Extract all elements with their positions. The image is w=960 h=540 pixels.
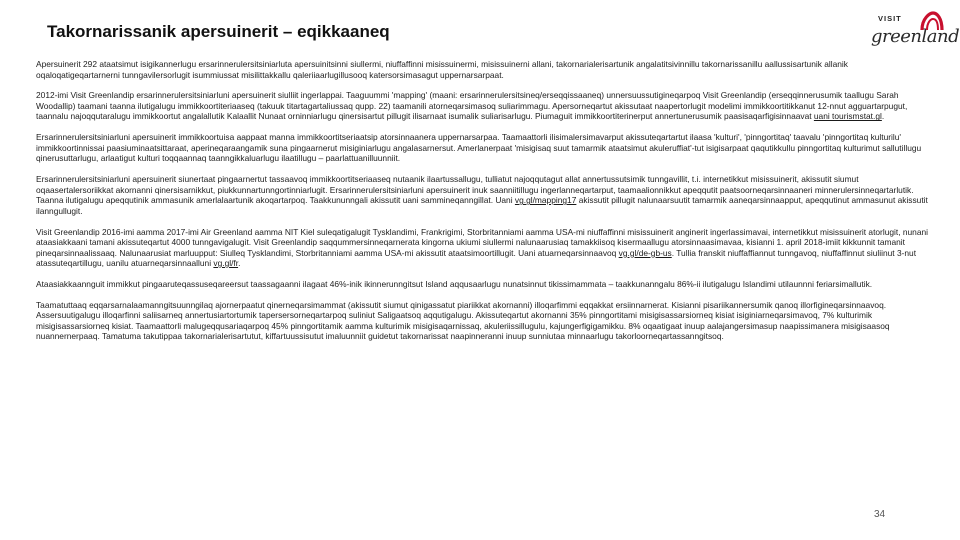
paragraph-market-surveys-mid: . Tullia franskit niuffaffiannut tunngavoq, niuffaffinnut siuliinut 3-nut atassuteqartillugu, uanilu atuarneqarsinnaalluni <box>36 247 917 269</box>
paragraph-intro <box>36 59 928 80</box>
paragraph-market-surveys <box>36 227 928 269</box>
logo-arch-icon <box>920 10 944 32</box>
paragraph-purpose-text: Ersarinnerulersitsiniarluni apersuinerit siunertaat pingaarnertut tassaavoq immikkoortitseriaaseq nutaanik ilaartussallugu, tulliatut najoqqutagut allat annertussutsimik tunngavillit, t.i. internetikkut misissuinerit, akissutit siumut oqaasertalersoriikkat akornanni qinersisarnikkut, piukkunnartunngortinniarlugit. Ersarinnerulersitsiniarluni apersuinerit inuk saanniitillugu ingerlanneqartarput, taamaalionnikkut apeqqutit paatsoorneqarsinnaaneri minnerulersinneqartarlutik. Taanna ilutigalugu apeqqutinik ammasunik amerlalaartunik akoqartarpoq. Taakkununngali akissutit uani sammineqanngillat. Uani <box>36 174 914 206</box>
logo-visit-text: VISIT <box>878 14 902 23</box>
paragraph-iceland-text: Ataasiakkaannguit immikkut pingaaruteqassuseqareersut taassagaanni ilagaat 46%-inik ikinnerunngitsut Island aqqusaarlugu nunatsinnut tikissimammata – taakkunanngalu 86%-ii ilutigalugu Islandimi utilaunnni feriarsimallutik. <box>36 278 873 289</box>
paragraph-intro-text: Apersuinerit 292 ataatsimut isigikannerlugu ersarinnerulersitsiniarluta apersuinitsinni siullermi, niuffaffinni misissuinermi, misissuinerni allani, takornarialerisartunik angalatitsivinnillu takornarissanillu aallussisartunik allanik oqaloqatigeqartarnerni tunngavilersorlugit isummiussat misilittakkallu qaleriiaarlugillusooq katersorsimasagut uppernarsarpaat. <box>36 59 848 80</box>
body-text <box>36 59 928 352</box>
paragraph-market-surveys-text: Visit Greenlandip 2016-imi aamma 2017-imi Air Greenland aamma NIT Kiel suleqatigalugit Tysklandimi, Frankrigimi, Storbritanniami aamma USA-mi niuffaffinni misissuinerit anginerit ingerlassimavai, internetikkut misissuinerit atorlugit, nunani ataasiakkaani tamani akissuteqartut 4000 tunngavigalugit. Visit Greenlandip saqqummersinneqarnerata kingorna ukiumi siullermi nalunaarusiaq tamakkiisoq kisermaallugu atorsinnaasimavaa, kisianni 1. april 2018-imiit kikkunnit tamanit pineqarsinnaalissaaq. Nalunaarusiat marluupput: Siulleq Tysklandimi, Storbritanniami aamma USA-mi akissutit ataatsimoortillugit. Uani atuarneqarsinnaavoq <box>36 226 929 258</box>
mapping17-link[interactable]: vg.gl/mapping17 <box>514 195 577 206</box>
paragraph-mapping <box>36 90 928 122</box>
de-gb-us-link[interactable]: vg.gl/de-gb-us <box>618 247 672 258</box>
fr-link[interactable]: vg.gl/fr <box>213 258 239 269</box>
tourismstat-link[interactable]: uani tourismstat.gl <box>813 111 882 122</box>
paragraph-segmentation-text: Ersarinnerulersitsiniarluni apersuinerit immikkoortuisa aappaat manna immikkoortitseriaatsip atorsinnaanera uppernarsarpaa. Taamaattorli ilisimalersimavarput akissuteqartartut ilaasa 'kulturi', 'pinngortitaq' taavalu 'pinngortitaq kulturilu' immikkoortinnissai paasiuminaatsittaraat, aperineqaraangamik suna pingaarnerut misiginiarlugu angalasarnersut. Amerlanerpaat 'misigisaq suut tamarmik ataatsimut akuleruffiat'-tut isigisarpaat qaqutikkullu pinngortitaq kulturimut sallutillugu qinerusuttarlugu, arlaatigut kulturi toqqaannaq taanngikkaluarlugu ilaatillugu – paarlattuanilluunniit. <box>36 132 922 164</box>
paragraph-waste <box>36 300 928 342</box>
page-number: 34 <box>874 509 886 520</box>
paragraph-purpose-tail: akissutit pillugit nalunaarsuutit tamarmik aaneqarsinnaapput, apeqqutinut ammasunut akissutit ilanngullugit. <box>36 195 928 216</box>
paragraph-mapping-tail: . <box>881 111 885 122</box>
paragraph-segmentation <box>36 132 928 164</box>
paragraph-purpose <box>36 174 928 216</box>
paragraph-mapping-text: 2012-imi Visit Greenlandip ersarinnerulersitsiniarluni apersuinerit siulliit ingerlappai. Taaguummi 'mapping' (maani: ersarinnerulersitsineq/erseqqissaaneq) unnersuussutigineqarpoq Visit Greenlandip (erseqqinnerusumik taallugu Sarah Woodallip) taamani taanna ilutigalugu immikkoortiteriaaseq (takuuk titartagartaliussaq qupp. 22) taamanili atorneqarsimasoq suliarimmagu. Apersorneqartut akissutaat naapertorlugit modelimi immikkoortitikkanut 12-nnut agguartarpugut, taannalu najoqqutaralugu immikkoortut angalallutik Kalaallit Nunaat orninniarlugu qinersisartut pillugit ilisarnaat isumalik suliarisarlugu. Piumaguit immikkoortiterinerput annertunerusumik paasisaqarfigisinnaavat <box>36 90 908 122</box>
paragraph-market-surveys-tail: . <box>238 258 241 269</box>
paragraph-waste-text: Taamatuttaaq eqqarsarnalaamanngitsuunngilaq ajornerpaatut qinerneqarsimammat (akissutit siumut qinigassatut piariikkat akornanni) illoqarfimmi eqqakkat ersiinnarnerat. Kisianni pisariikannersumik qanoq illorfigineqarsinnaavoq. Assersuutigalugu illoqarfinni saliisarneq annertusiartortumik tapersersorneqartarpoq suliniut Saligaatsoq aqqutigalugu. Akissuteqartut akornanni 35% pinngortitami misigisassarsiorneq kisiat isiginiarneqarsimavoq, 7% kulturimik misigisassarsiorneq kisiat. Taamaattorli malugeqqusariaqarpoq 45% pinngortitamik aamma kulturimik misigisaqarnissaq, akuleriissillugulu, kajungerfigigamikku. 8% oqaatigaat inuup aalajangersimasup naapissimanera misigisaasoq nuannernerpaaq. Tamatuma takutippaa takornarialerisartutut, kiffartuussisutut imaluunniit guidetut takornarissat naapinneranni inuup sunniutaa minnaarlugu takorloorneqartassanngitsoq. <box>36 299 890 342</box>
visit-greenland-logo <box>868 10 960 56</box>
paragraph-iceland <box>36 279 928 290</box>
page-title: Takornarissanik apersuinerit – eqikkaaneq <box>47 22 390 41</box>
logo-greenland-script: greenland <box>871 26 960 47</box>
